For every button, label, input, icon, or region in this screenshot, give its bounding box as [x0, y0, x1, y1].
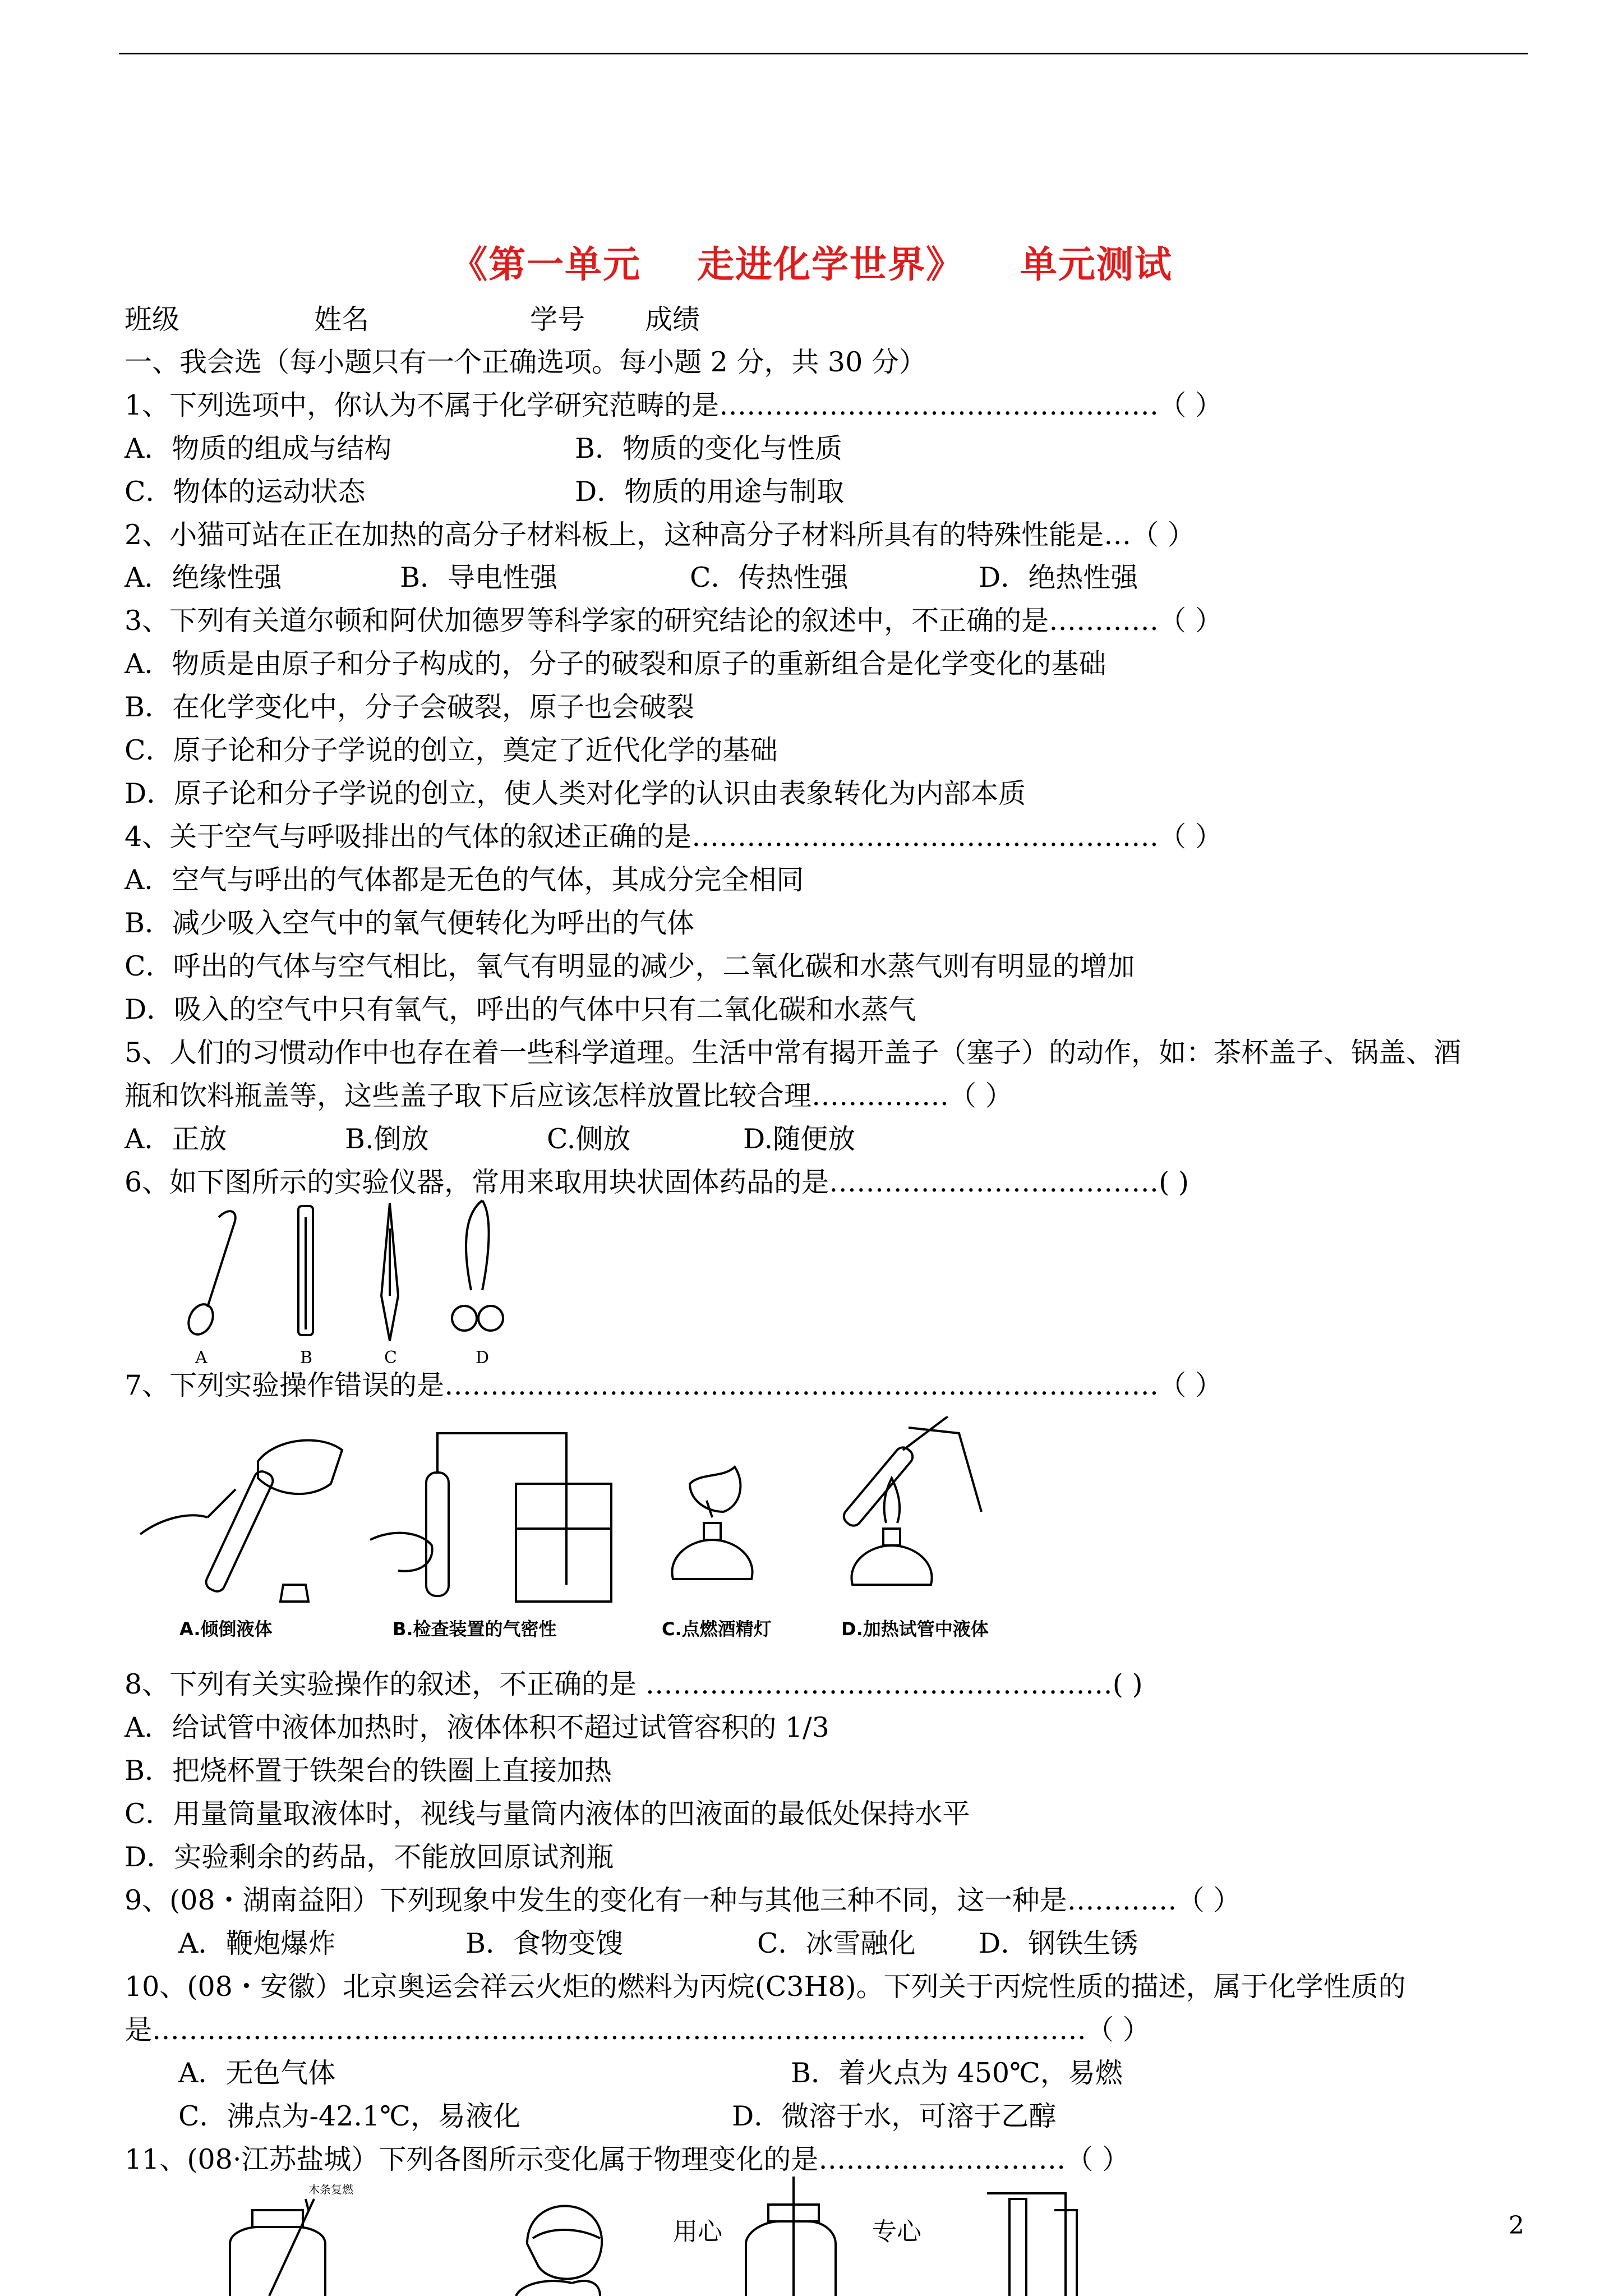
q7-caption-c: C.点燃酒精灯: [662, 1618, 772, 1640]
info-score: 成绩: [645, 303, 700, 335]
info-id: 学号: [530, 303, 585, 335]
tube-apparatus-drawing: [987, 2193, 1077, 2296]
airtightness-check-drawing: [370, 1433, 611, 1602]
q1-option-b: B．物质的变化与性质: [575, 432, 843, 464]
heating-test-tube-drawing: [841, 1416, 981, 1585]
page-title: 《第一单元 走进化学世界》 单元测试: [450, 242, 1173, 286]
q1-option-d: D．物质的用途与制取: [575, 476, 845, 508]
q1-option-a: A．物质的组成与结构: [125, 432, 392, 464]
q9-option-d: D．钢铁生锈: [979, 1927, 1138, 1959]
q7-caption-d: D.加热试管中液体: [841, 1618, 989, 1640]
q11-fig-label: 木条复燃: [308, 2183, 353, 2196]
alcohol-lamp-lighting-drawing: [672, 1467, 752, 1579]
q8-option-d: D．实验剩余的药品，不能放回原试剂瓶: [125, 1841, 614, 1873]
info-name: 姓名: [314, 303, 370, 335]
q8-option-a: A．给试管中液体加热时，液体体积不超过试管容积的 1/3: [125, 1711, 829, 1743]
q8-stem: 8、下列有关实验操作的叙述，不正确的是 ……………………………………………( ): [125, 1668, 1143, 1700]
q2-option-b: B．导电性强: [400, 562, 558, 593]
q5-stem-line1: 5、人们的习惯动作中也存在着一些科学道理。生活中常有揭开盖子（塞子）的动作，如：茶杯盖子、锅盖、酒: [125, 1037, 1461, 1069]
q4-option-a: A．空气与呼出的气体都是无色的气体，其成分完全相同: [125, 864, 804, 896]
q10-stem-line2: 是…………………………………………………………………………………………（ ）: [125, 2014, 1150, 2046]
q4-stem: 4、关于空气与呼吸排出的气体的叙述正确的是……………………………………………（ ）: [125, 821, 1223, 853]
q2-option-c: C．传热性强: [690, 562, 849, 593]
q8-option-c: C．用量筒量取液体时，视线与量筒内液体的凹液面的最低处保持水平: [125, 1798, 970, 1830]
gas-bottle-drawing: [230, 2199, 325, 2296]
pouring-liquid-drawing: [140, 1441, 342, 1602]
q3-option-c: C．原子论和分子学说的创立，奠定了近代化学的基础: [125, 734, 778, 766]
q10-option-c: C．沸点为-42.1℃，易液化: [178, 2100, 520, 2132]
girl-drawing: [516, 2206, 602, 2296]
q6-stem: 6、如下图所示的实验仪器，常用来取用块状固体药品的是………………………………( ): [125, 1166, 1189, 1198]
section-heading: 一、我会选（每小题只有一个正确选项。每小题 2 分，共 30 分）: [125, 346, 926, 378]
q9-option-a: A．鞭炮爆炸: [178, 1927, 336, 1959]
q3-option-b: B．在化学变化中，分子会破裂，原子也会破裂: [125, 691, 695, 723]
footer-right: 专心: [872, 2217, 921, 2246]
q6-label-b: B: [300, 1348, 313, 1368]
spoon-instrument: [208, 1211, 236, 1307]
q5-stem-line2: 瓶和饮料瓶盖等，这些盖子取下后应该怎样放置比较合理……………（ ）: [125, 1080, 1013, 1112]
q6-label-d: D: [476, 1348, 490, 1368]
q9-option-c: C．冰雪融化: [757, 1927, 916, 1959]
q11-stem: 11、(08·江苏盐城）下列各图所示变化属于物理变化的是………………………（ ）: [125, 2143, 1129, 2175]
q10-option-a: A．无色气体: [178, 2057, 336, 2089]
q3-stem: 3、下列有关道尔顿和阿伏加德罗等科学家的研究结论的叙述中，不正确的是…………（ ）: [125, 605, 1223, 637]
q9-stem: 9、(08・湖南益阳）下列现象中发生的变化有一种与其他三种不同，这一种是…………（ ）: [125, 1884, 1241, 1916]
q6-label-c: C: [384, 1348, 397, 1368]
q10-option-b: B．着火点为 450℃，易燃: [791, 2057, 1123, 2089]
q1-stem: 1、下列选项中，你认为不属于化学研究范畴的是…………………………………………（ ）: [125, 389, 1223, 421]
q5-option-c: C.侧放: [547, 1123, 631, 1155]
q3-option-d: D．原子论和分子学说的创立，使人类对化学的认识由表象转化为内部本质: [125, 777, 1026, 809]
q11-figure-partial: [213, 2177, 1122, 2296]
q5-option-b: B.倒放: [345, 1123, 429, 1155]
tongs-instrument: [466, 1200, 482, 1290]
q6-instruments-figure: [168, 1195, 527, 1369]
q5-option-d: D.随便放: [743, 1123, 856, 1155]
info-class: 班级: [125, 303, 180, 335]
q9-option-b: B．食物变馊: [465, 1927, 624, 1959]
q2-stem: 2、小猫可站在正在加热的高分子材料板上，这种高分子材料所具有的特殊性能是…（ ）: [125, 519, 1195, 551]
q5-option-a: A．正放: [125, 1123, 227, 1155]
q10-option-d: D．微溶于水，可溶于乙醇: [732, 2100, 1057, 2132]
q3-option-a: A．物质是由原子和分子构成的，分子的破裂和原子的重新组合是化学变化的基础: [125, 648, 1106, 680]
q6-label-a: A: [195, 1348, 208, 1368]
q4-option-b: B．减少吸入空气中的氧气便转化为呼出的气体: [125, 907, 695, 939]
q7-operations-figure: [129, 1416, 1060, 1641]
q8-option-b: B．把烧杯置于铁架台的铁圈上直接加热: [125, 1755, 612, 1787]
bottle-drawing: [746, 2177, 836, 2296]
q4-option-c: C．呼出的气体与空气相比，氧气有明显的减少，二氧化碳和水蒸气则有明显的增加: [125, 950, 1135, 982]
q10-stem-line1: 10、(08・安徽）北京奥运会祥云火炬的燃料为丙烷(C3H8)。下列关于丙烷性质的描述，属于化学性质的: [125, 1971, 1406, 2003]
q1-option-c: C．物体的运动状态: [125, 476, 366, 508]
q7-caption-a: A.倾倒液体: [179, 1618, 273, 1640]
q7-stem: 7、下列实验操作错误的是……………………………………………………………………（ ）: [125, 1369, 1223, 1401]
header-rule: [119, 53, 1528, 54]
page-number: 2: [1509, 2211, 1524, 2240]
q7-caption-b: B.检查装置的气密性: [393, 1618, 557, 1640]
footer-left: 用心: [673, 2217, 722, 2246]
q2-option-a: A．绝缘性强: [125, 562, 282, 593]
q4-option-d: D．吸入的空气中只有氧气，呼出的气体中只有二氧化碳和水蒸气: [125, 993, 916, 1025]
q2-option-d: D．绝热性强: [979, 562, 1138, 593]
